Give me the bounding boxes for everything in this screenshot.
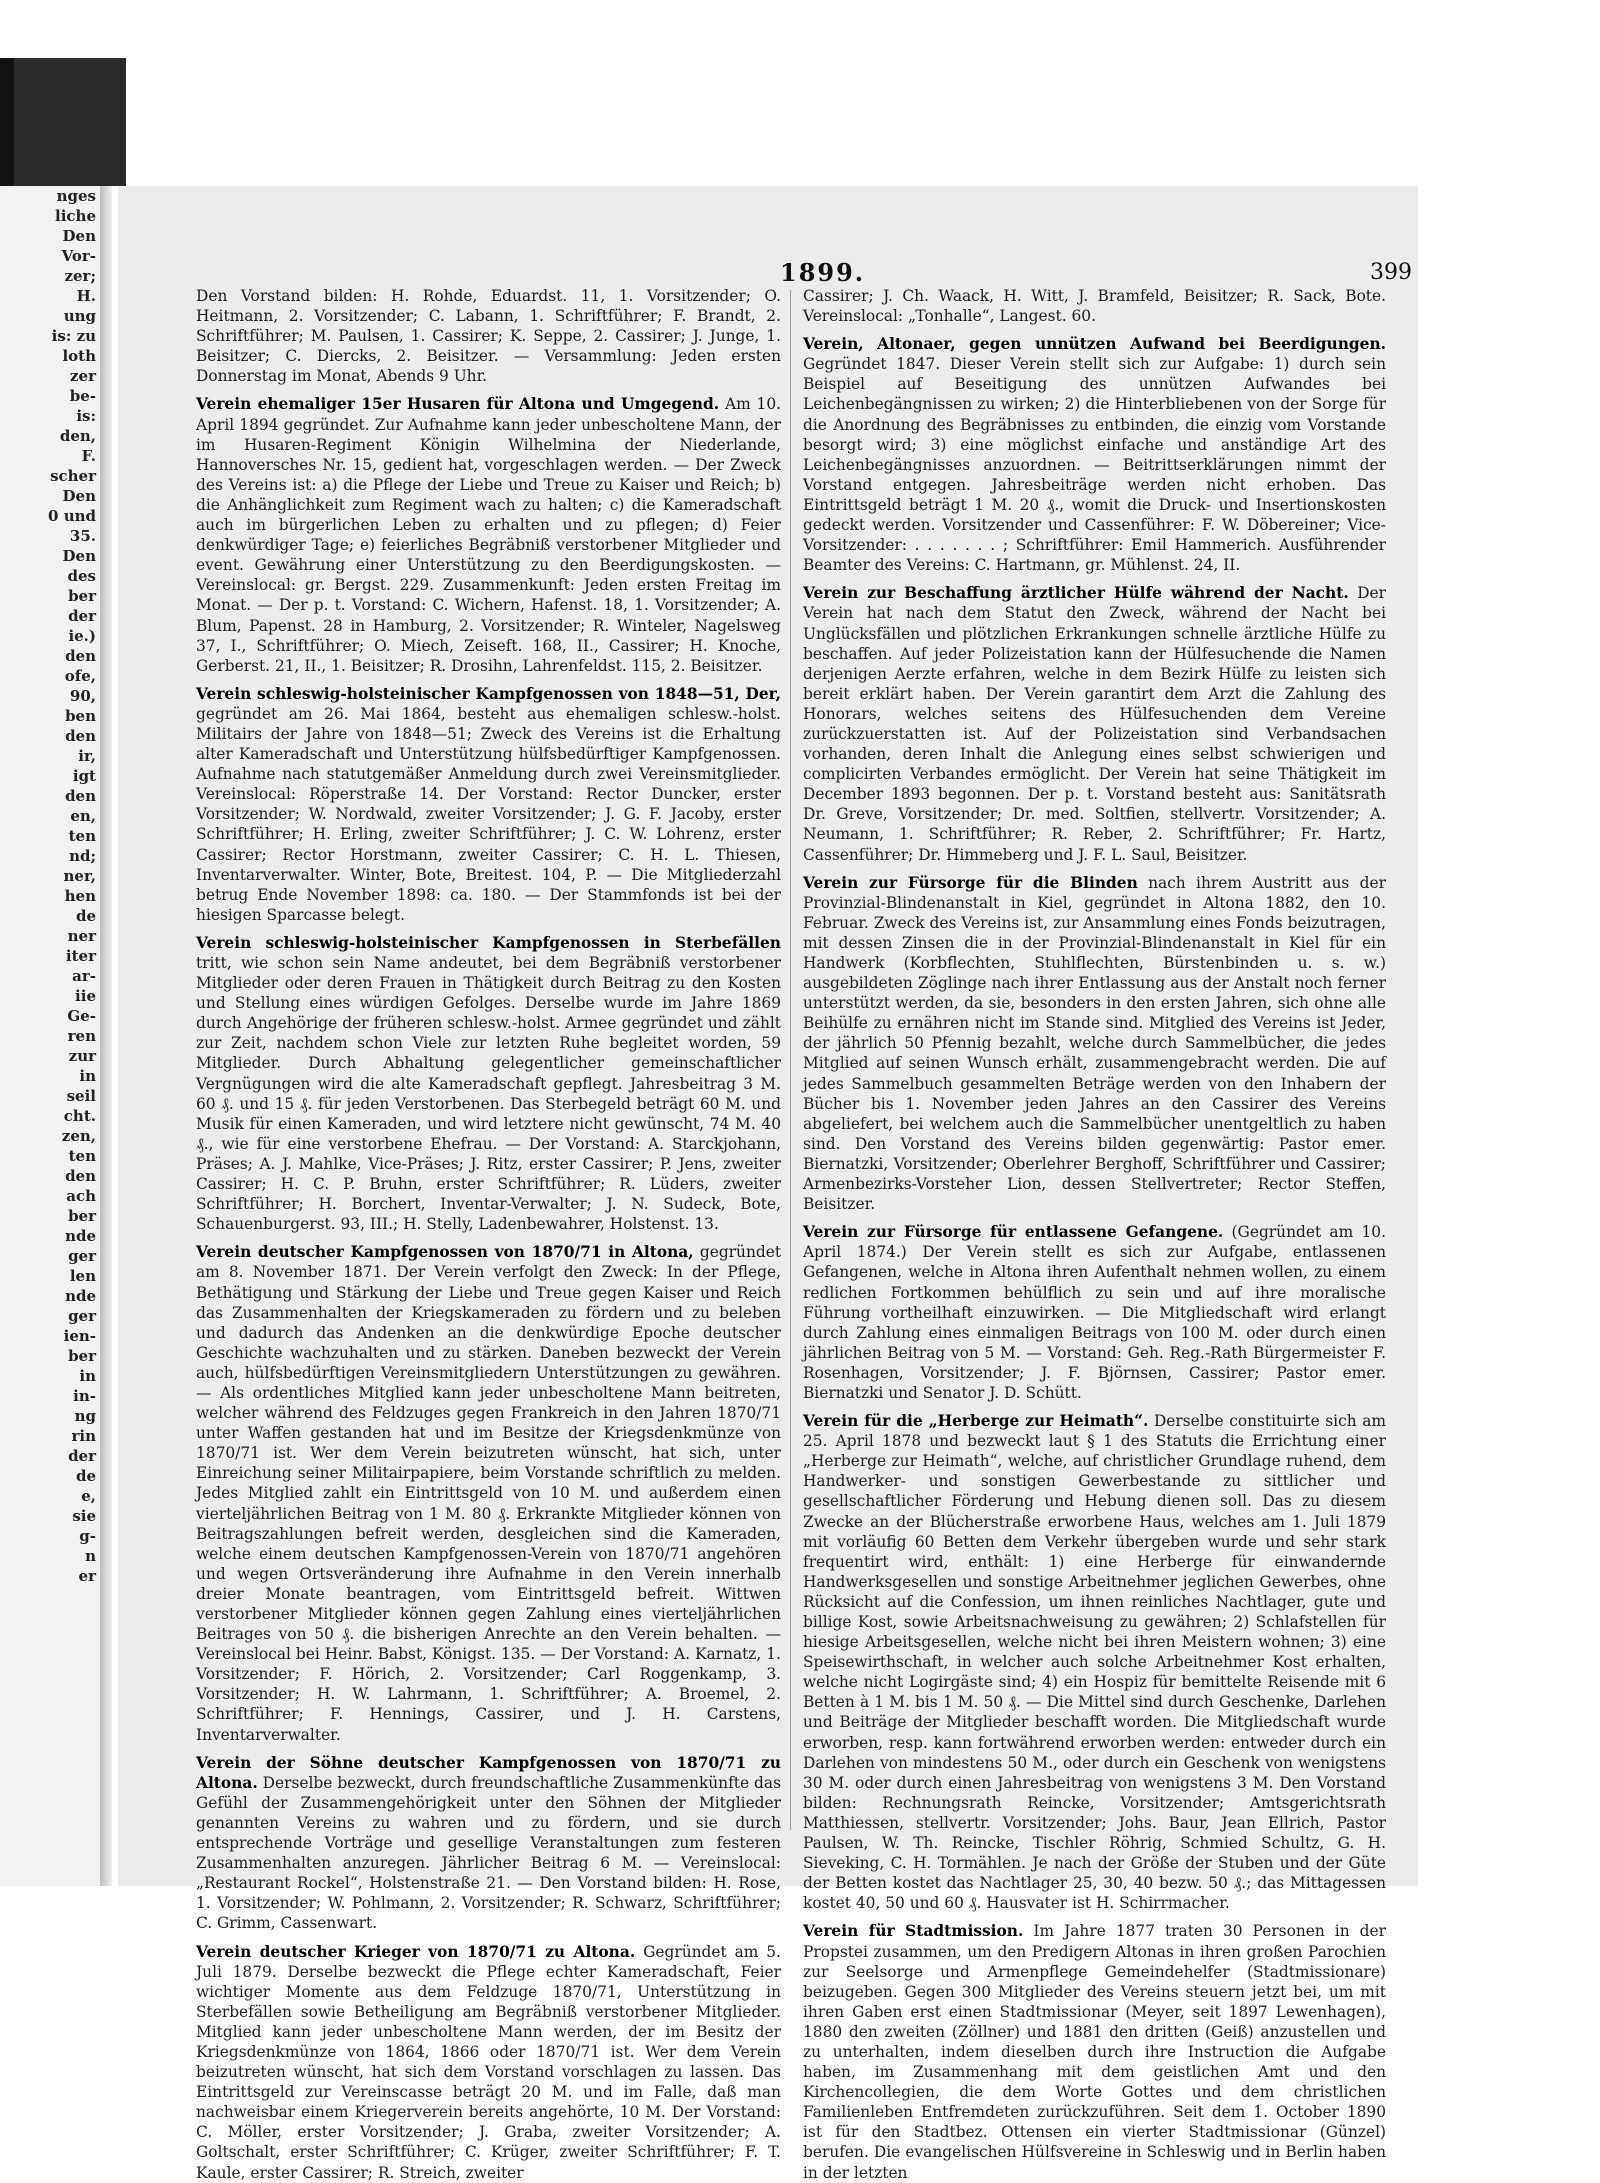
society-entry: [803, 873, 1386, 1215]
previous-page-fragment: in: [79, 1367, 96, 1385]
previous-page-fragment: der: [68, 1447, 96, 1465]
society-entry: [196, 1242, 781, 1744]
previous-page-fragment: F.: [81, 447, 96, 465]
previous-page-fragment: ner,: [63, 867, 96, 885]
previous-page-fragment: 35.: [69, 527, 96, 545]
previous-page-fragment: rin: [71, 1427, 96, 1445]
scan-border-top: [14, 58, 126, 186]
previous-page-fragment: nde: [65, 1287, 96, 1305]
previous-page-fragment: ung: [63, 307, 96, 325]
society-description: gegründet am 26. Mai 1864, besteht aus ehemaligen schlesw.-holst. Militairs der Jahre von 1848—51; Zweck des Vereins ist die Erhaltung alter Kameradschaft und Unterstützung hülfsbedürftiger Kampfgenossen. Aufnahme nach statutgemäßer Anmeldung durch zwei Vereinsmitglieder. Vereinslocal: Röperstraße 14. Der Vorstand: Rector Duncker, erster Vorsitzender; W. Nordwald, zweiter Vorsitzender; J. G. F. Jacoby, erster Schriftführer; H. Erling, zweiter Schriftführer; J. C. W. Lohrenz, erster Cassirer; Rector Horstmann, zweiter Cassirer; C. H. L. Thiesen, Inventarverwalter. Winter, Bote, Breitest. 104, P. — Die Mitgliederzahl betrug Ende November 1898: ca. 180. — Der Stammfonds ist bei der hiesigen Sparcasse belegt.: [196, 704, 781, 924]
previous-page-fragment: zen,: [61, 1127, 96, 1145]
previous-page-fragment: ach: [66, 1187, 96, 1205]
previous-page-fragment: ner: [67, 927, 96, 945]
previous-page-fragment: den: [65, 1167, 96, 1185]
society-entry: [803, 286, 1386, 326]
previous-page-fragment: Den: [62, 487, 96, 505]
previous-page-fragment: de: [75, 1467, 96, 1485]
previous-page-fragment: in-: [73, 1387, 96, 1405]
society-entry: [196, 1942, 781, 2183]
previous-page-fragment: 0 und: [48, 507, 96, 525]
previous-page-fragment: nd;: [69, 847, 96, 865]
society-description: Gegründet am 5. Juli 1879. Derselbe bezweckt die Pflege echter Kameradschaft, Feier wichtiger Momente aus dem Feldzuge 1870/71, Unterstützung in Sterbefällen sowie Betheiligung am Begräbniß verstorbener Mitglieder. Mitglied kann jeder unbescholtene Mann werden, der im Besitz der Kriegsdenkmünze von 1864, 1866 oder 1870/71 ist. Wer dem Verein beizutreten wünscht, hat sich dem Vorstand vorschlagen zu lassen. Das Eintrittsgeld zur Vereinscasse beträgt 20 M. und im Falle, daß man nachweisbar einem Kriegerverein bereits angehörte, 10 M. Der Vorstand: C. Möller, erster Vorsitzender; J. Graba, zweiter Vorsitzender; A. Goltschalt, erster Schriftführer; C. Krüger, zweiter Schriftführer; F. T. Kaule, erster Cassirer; R. Streich, zweiter: [196, 1942, 781, 2182]
society-description: Gegründet 1847. Dieser Verein stellt sich zur Aufgabe: 1) durch sein Beispiel auf Beseitigung des unnützen Aufwandes bei Leichenbegängnissen zu wirken; 2) die Hinterbliebenen von der Sorge für die Anordnung des Begräbnisses zu entbinden, die einzig vom Vorstande besorgt wird; 3) eine möglichst einfache und anständige Art des Leichenbegängnisses anzuordnen. — Beitrittserklärungen nimmt der Vorstand entgegen. Jahresbeiträge werden nicht erhoben. Das Eintrittsgeld beträgt 1 M. 20 ₰., womit die Druck- und Insertionskosten gedeckt werden. Vorsitzender und Cassenführer: F. W. Döbereiner; Vice-Vorsitzender: . . . . . . . ; Schriftführer: Emil Hammerich. Ausführender Beamter des Vereins: C. Hartmann, gr. Mühlenst. 24, II.: [803, 355, 1386, 575]
previous-page-fragment: Ge-: [67, 1007, 96, 1025]
column-divider: [790, 290, 791, 1830]
society-entry: [196, 684, 781, 925]
previous-page-fragment: en,: [70, 807, 96, 825]
previous-page-fragment: ben: [65, 707, 96, 725]
society-entry: [803, 334, 1386, 575]
society-name: Verein zur Fürsorge für entlassene Gefangene.: [803, 1223, 1224, 1242]
society-description: (Gegründet am 10. April 1874.) Der Verein stellt es sich zur Aufgabe, entlassenen Gefangenen, welche in Altona ihren Aufenthalt nehmen wollen, zu einem redlichen Fortkommen behülflich zu sein und auf ihre moralische Führung vortheilhaft einzuwirken. — Die Mitgliedschaft wird erlangt durch Zahlung eines einmaligen Beitrags von 100 M. oder durch einen jährlichen Beitrag von 5 M. — Vorstand: Geh. Reg.-Rath Bürgermeister F. Rosenhagen, Vorsitzender; J. F. Björnsen, Cassirer; Pastor emer. Biernatzki und Senator J. D. Schütt.: [803, 1223, 1386, 1402]
previous-page-fragment: ren: [67, 1027, 96, 1045]
society-entry: [803, 1921, 1386, 2182]
society-name: Verein schleswig-holsteinischer Kampfgenossen in Sterbefällen: [196, 933, 781, 952]
previous-page-fragment: Vor-: [61, 247, 96, 265]
society-description: Derselbe constituirte sich am 25. April 1878 und bezweckt laut § 1 des Statuts die Errichtung einer „Herberge zur Heimath“, welche, auf christlicher Grundlage ruhend, dem Handwerker- und sonstigen Gewerbestande zu sittlicher und gesellschaftlicher Förderung und Hebung dienen soll. Das zu diesem Zwecke an der Blücherstraße erworbene Haus, welches am 1. Juli 1879 mit vorläufig 60 Betten dem Verkehr übergeben wurde und sehr stark frequentirt wird, enthält: 1) eine Herberge für einwandernde Handwerksgesellen und sonstige Arbeitnehmer jeglichen Gewerbes, ohne Rücksicht auf die Confession, um ihnen reinliches Nachtlager, gute und billige Kost, sowie Arbeitsnachweisung zu gewähren; 2) Schlafstellen für hiesige Arbeitsgesellen, welche nicht bei ihren Meistern wohnen; 3) eine Speisewirthschaft, in welcher auch solche Arbeitnehmer Kost erhalten, welche nicht Logirgäste sind; 4) ein Hospiz für bemittelte Reisende mit 6 Betten à 1 M. bis 1 M. 50 ₰. — Die Mittel sind durch Geschenke, Darlehen und Beiträge der Mitglieder beschafft worden. Die Mitgliedschaft wurde erworben, resp. kann fortwährend erworben werden: entweder durch ein Darlehen von mindestens 50 M., oder durch ein Geschenk von wenigstens 30 M. oder durch einen Jahresbeitrag von wenigstens 3 M. Den Vorstand bilden: Rechnungsrath Reincke, Vorsitzender; Amtsgerichtsrath Matthiessen, stellvertr. Vorsitzender; Johs. Baur, Jean Ellrich, Pastor Paulsen, W. Th. Reincke, Tischler Röhrig, Schmied Schultz, G. H. Sieveking, C. H. Tormählen. Je nach der Größe der Stuben und der Güte der Betten kostet das Nachtlager 25, 30, 40 bezw. 50 ₰.; das Mittagessen kostet 40, 50 und 60 ₰. Hausvater ist H. Schirrmacher.: [803, 1412, 1386, 1913]
page-gutter: [100, 186, 112, 1886]
previous-page-fragment: g-: [79, 1527, 96, 1545]
previous-page-fragment: ir,: [78, 747, 96, 765]
previous-page-fragment: Den: [62, 547, 96, 565]
previous-page-fragment: den: [65, 787, 96, 805]
society-description: tritt, wie schon sein Name andeutet, bei dem Begräbniß verstorbener Mitglieder oder deren Frauen in Thätigkeit durch Beitrag zu den Kosten und Stellung eines würdigen Gefolges. Derselbe wurde im Jahre 1869 durch Angehörige der früheren schlesw.-holst. Armee gegründet und zählt zur Zeit, nachdem schon Viele zur letzten Ruhe begleitet worden, 59 Mitglieder. Durch Abhaltung gelegentlicher gemeinschaftlicher Vergnügungen wird die alte Kameradschaft gepflegt. Jahresbeitrag 3 M. 60 ₰. und 15 ₰. für jeden Verstorbenen. Das Sterbegeld beträgt 60 M. und Musik für einen Kameraden, und wird letztere nicht gewünscht, 74 M. 40 ₰., wie für eine verstorbene Ehefrau. — Der Vorstand: A. Starckjohann, Präses; A. J. Mahlke, Vice-Präses; J. Ritz, erster Cassirer; P. Jens, zweiter Cassirer; H. C. P. Bruhn, erster Schriftführer; R. Lüders, zweiter Schriftführer; H. Borchert, Inventar-Verwalter; J. N. Sudeck, Bote, Schauenburgerst. 93, III.; H. Stelly, Ladenbewahrer, Holstenst. 13.: [196, 954, 781, 1234]
society-name: Verein für Stadtmission.: [803, 1922, 1024, 1941]
previous-page-fragment: be-: [69, 387, 96, 405]
previous-page-fragment: loth: [62, 347, 96, 365]
previous-page-fragment: H.: [76, 287, 96, 305]
society-entry: [196, 1753, 781, 1934]
previous-page-fragment: liche: [55, 207, 96, 225]
previous-page-fragment: n: [85, 1547, 96, 1565]
previous-page-fragment: in: [79, 1067, 96, 1085]
society-entry: [196, 394, 781, 675]
previous-page-fragment: seil: [66, 1087, 96, 1105]
previous-page-fragment: nde: [65, 1227, 96, 1245]
society-name: Verein deutscher Kampfgenossen von 1870/71 in Altona,: [196, 1243, 694, 1262]
previous-page-fragment: ten: [68, 1147, 96, 1165]
society-name: Verein, Altonaer, gegen unnützen Aufwand bei Beerdigungen.: [803, 335, 1386, 354]
previous-page-fragment: len: [69, 1267, 96, 1285]
previous-page-fragment: ng: [74, 1407, 96, 1425]
page-number: 399: [1370, 260, 1412, 285]
previous-page-fragment: iter: [65, 947, 96, 965]
previous-page-fragment: ber: [68, 587, 96, 605]
previous-page-fragment: hen: [64, 887, 96, 905]
previous-page-fragment: ar-: [72, 967, 96, 985]
previous-page-fragment: den,: [59, 427, 96, 445]
previous-page-fragment: des: [67, 567, 96, 585]
society-description: Den Vorstand bilden: H. Rohde, Eduardst. 11, 1. Vorsitzender; O. Heitmann, 2. Vorsitzender; C. Labann, 1. Schriftführer; F. Brandt, 2. Schriftführer; M. Paulsen, 1. Cassirer; K. Seppe, 2. Cassirer; J. Junge, 1. Beisitzer; C. Diercks, 2. Beisitzer. — Versammlung: Jeden ersten Donnerstag im Monat, Abends 9 Uhr.: [196, 287, 781, 386]
previous-page-fragment: 90,: [69, 687, 96, 705]
society-description: gegründet am 8. November 1871. Der Verein verfolgt den Zweck: In der Pflege, Bethätigung und Stärkung der Liebe und Treue gegen Kaiser und Reich das Zusammenhalten der Kriegskameraden zu fördern und zu beleben und dadurch das Andenken an die denkwürdige Epoche deutscher Geschichte wachzuhalten und zu stärken. Daneben bezweckt der Verein auch, hülfsbedürftigen Vereinsmitgliedern Unterstützungen zu gewähren. — Als ordentliches Mitglied kann jeder unbescholtene Mann beitreten, welcher während des Feldzuges gegen Frankreich in den Jahren 1870/71 unter Waffen gestanden hat und im Besitze der Kriegsdenkmünze von 1870/71 ist. Wer dem Verein beizutreten wünscht, hat sich, unter Einreichung seiner Militairpapiere, beim Vorstande schriftlich zu melden. Jedes Mitglied zahlt ein Eintrittsgeld von 10 M. und außerdem einen vierteljährlichen Beitrag von 1 M. 80 ₰. Erkrankte Mitglieder können von Beitragszahlungen befreit werden, desgleichen sind die Kameraden, welche einem deutschen Kampfgenossen-Verein von 1870/71 angehören und wegen Ortsveränderung ihre Aufnahme in den Verein innerhalb dreier Monate beantragen, vom Eintrittsgeld befreit. Wittwen verstorbener Mitglieder können gegen Zahlung eines vierteljährlichen Beitrages von 50 ₰. die bisherigen Anrechte an den Verein behalten. — Vereinslocal bei Heinr. Babst, Königst. 135. — Der Vorstand: A. Karnatz, 1. Vorsitzender; F. Hörich, 2. Vorsitzender; Carl Roggenkamp, 3. Vorsitzender; H. W. Lahrmann, 1. Schriftführer; A. Broemel, 2. Schriftführer; F. Hennings, Cassirer, und J. H. Carstens, Inventarverwalter.: [196, 1243, 781, 1744]
society-description: nach ihrem Austritt aus der Provinzial-Blindenanstalt in Kiel, gegründet in Altona 1882, den 10. Februar. Zweck des Vereins ist, zur Ansammlung eines Fonds beizutragen, mit dessen Zinsen die in der Provinzial-Blindenanstalt in Kiel für ein Handwerk (Korbflechten, Stuhlflechten, Bürstenbinden u. s. w.) ausgebildeten Zöglinge nach ihrer Entlassung aus der Anstalt noch ferner unterstützt werden, da sie, besonders in den ersten Jahren, sich ohne alle Beihülfe zu ernähren nicht im Stande sind. Mitglied des Vereins ist Jeder, der jährlich 50 Pfennig bezahlt, welche durch Sammelbücher, die jedes Mitglied auf seinen Wunsch erhält, zusammengebracht werden. Die auf jedes Sammelbuch gesammelten Beträge werden von den Inhabern der Bücher bis 1. November jeden Jahres an den Cassirer des Vereins abgeliefert, bei welchem auch die Sammelbücher unentgeltlich zu haben sind. Den Vorstand des Vereins bilden gegenwärtig: Pastor emer. Biernatzki, Vorsitzender; Oberlehrer Berghoff, Schriftführer und Cassirer; Armenbezirks-Vorsteher Lion, dessen Stellvertreter; Rector Steffen, Beisitzer.: [803, 873, 1386, 1214]
page-year: 1899.: [780, 258, 866, 287]
society-entry: [803, 583, 1386, 864]
previous-page-fragment: den: [65, 647, 96, 665]
previous-page-fragment: ger: [68, 1247, 96, 1265]
previous-page-fragment: ie.): [68, 627, 96, 645]
society-name: Verein der Söhne deutscher Kampfgenossen von 1870/71 zu Altona.: [196, 1753, 781, 1792]
previous-page-fragment: er: [78, 1567, 96, 1585]
society-description: Am 10. April 1894 gegründet. Zur Aufnahme kann jeder unbescholtene Mann, der im Husaren-Regiment Königin Wilhelmina der Niederlande, Hannoversches Nr. 15, gedient hat, vorgeschlagen werden. — Der Zweck des Vereins ist: a) die Pflege der Liebe und Treue zu Kaiser und Reich; b) die Anhänglichkeit zum Regiment wach zu halten; c) die Kameradschaft auch im bürgerlichen Leben zu erhalten und zu pflegen; d) Feier denkwürdiger Tage; e) feierliches Begräbniß verstorbener Mitglieder und event. Gewährung einer Unterstützung zu den Beerdigungskosten. — Vereinslocal: gr. Bergst. 229. Zusammenkunft: Jeden ersten Freitag im Monat. — Der p. t. Vorstand: C. Wichern, Hafenst. 18, 1. Vorsitzender; A. Blum, Papenst. 28 in Hamburg, 2. Vorsitzender; R. Winteler, Nagelsweg 37, I., Schriftführer; O. Miech, Zeiseft. 168, II., Cassirer; H. Knoche, Gerberst. 21, II., 1. Beisitzer; R. Drosihn, Lahrenfeldst. 115, 2. Beisitzer.: [196, 395, 781, 675]
previous-page-fragment: Den: [62, 227, 96, 245]
previous-page-fragment: den: [65, 727, 96, 745]
previous-page-fragment: is:: [76, 407, 96, 425]
previous-page-fragment: iie: [75, 987, 96, 1005]
society-description: Cassirer; J. Ch. Waack, H. Witt, J. Bramfeld, Beisitzer; R. Sack, Bote. Vereinslocal: „Tonhalle“, Langest. 60.: [803, 287, 1386, 326]
society-name: Verein für die „Herberge zur Heimath“.: [803, 1412, 1149, 1431]
previous-page-fragment: zur: [68, 1047, 96, 1065]
society-name: Verein schleswig-holsteinischer Kampfgenossen von 1848—51, Der,: [196, 684, 781, 703]
left-column: [196, 286, 781, 2182]
previous-page-fragment: der: [68, 607, 96, 625]
previous-page-fragment: de: [75, 907, 96, 925]
previous-page-fragment: e,: [81, 1487, 96, 1505]
previous-page-fragment: ber: [68, 1207, 96, 1225]
previous-page-fragment: igt: [72, 767, 96, 785]
right-column: [803, 286, 1386, 2182]
previous-page-fragment: ber: [68, 1347, 96, 1365]
society-entry: [803, 1222, 1386, 1403]
page: [118, 186, 1418, 2182]
scan-border-dark: [0, 58, 14, 186]
previous-page-fragment: nges: [56, 187, 96, 205]
previous-page-fragment: ger: [68, 1307, 96, 1325]
previous-page-fragment: zer: [70, 367, 96, 385]
society-entry: [803, 1411, 1386, 1913]
society-entry: [196, 286, 781, 386]
previous-page-fragment: sie: [72, 1507, 96, 1525]
previous-page-fragment: is: zu: [51, 327, 96, 345]
society-name: Verein ehemaliger 15er Husaren für Altona und Umgegend.: [196, 395, 720, 414]
previous-page-fragment: ten: [68, 827, 96, 845]
society-description: Derselbe bezweckt, durch freundschaftliche Zusammenkünfte das Gefühl der Zusammengehörigkeit unter den Söhnen der Mitglieder genannten Vereins zu wahren und zu fördern, und sie durch entsprechende Vorträge und gesellige Veranstaltungen zum festeren Zusammenhalten anzuregen. Jährlicher Beitrag 6 M. — Vereinslocal: „Restaurant Rockel“, Holstenstraße 21. — Den Vorstand bilden: H. Rose, 1. Vorsitzender; W. Pohlmann, 2. Vorsitzender; R. Schwarz, Schriftführer; C. Grimm, Cassenwart.: [196, 1773, 781, 1933]
society-name: Verein deutscher Krieger von 1870/71 zu Altona.: [196, 1942, 636, 1961]
society-description: Der Verein hat nach dem Statut den Zweck, während der Nacht bei Unglücksfällen und plötzlichen Erkrankungen schnelle ärztliche Hülfe zu beschaffen. Auf jeder Polizeistation kann der Hülfesuchende die Namen derjenigen Aerzte erfahren, welche in dem Bezirk Hülfe zu leisten sich bereit erklärt haben. Der Verein garantirt dem Arzt die Zahlung des Honorars, welches seitens des Hülfesuchenden dem Vereine zurückzuerstatten ist. Auf der Polizeistation sind Verbandsachen vorhanden, deren Inhalt die Anlegung eines selbst schwierigen und complicirten Verbandes ermöglicht. Der Verein hat seine Thätigkeit im December 1893 begonnen. Der p. t. Vorstand besteht aus: Sanitätsrath Dr. Greve, Vorsitzender; Dr. med. Soltfien, stellvertr. Vorsitzender; A. Neumann, 1. Schriftführer; R. Reber, 2. Schriftführer; Fr. Hartz, Cassenführer; Dr. Himmeberg und J. F. L. Saul, Beisitzer.: [803, 584, 1386, 864]
previous-page-fragment: cht.: [63, 1107, 96, 1125]
previous-page-fragment: ofe,: [64, 667, 96, 685]
previous-page-fragment: scher: [50, 467, 96, 485]
page-header: [118, 258, 1418, 286]
society-name: Verein zur Beschaffung ärztlicher Hülfe während der Nacht.: [803, 584, 1349, 603]
society-name: Verein zur Fürsorge für die Blinden: [803, 873, 1138, 892]
society-entry: [196, 933, 781, 1234]
previous-page-fragment: ien-: [63, 1327, 96, 1345]
previous-page-sliver: [0, 186, 102, 1886]
previous-page-fragment: zer;: [64, 267, 96, 285]
society-description: Im Jahre 1877 traten 30 Personen in der Propstei zusammen, um den Predigern Altonas in ihren großen Parochien zur Seelsorge und Armenpflege Gemeindehelfer (Stadtmissionare) beizugeben. Gegen 300 Mitglieder des Vereins steuern jetzt bei, um mit ihren Gaben erst einen Stadtmissionar (Meyer, seit 1897 Lewenhagen), 1880 den zweiten (Zöllner) und 1881 den dritten (Geiß) anzustellen und zu unterhalten, indem dieselben durch ihre Instruction die Aufgabe haben, im Zusammenhang mit dem geistlichen Amt und den Kirchencollegien, die dem Worte Gottes und dem christlichen Familienleben Entfremdeten zurückzuführen. Seit dem 1. October 1890 ist für den Stadtbez. Ottensen ein vierter Stadtmissionar (Günzel) berufen. Die evangelischen Hülfsvereine in Schleswig und in Berlin haben in der letzten: [803, 1922, 1386, 2182]
